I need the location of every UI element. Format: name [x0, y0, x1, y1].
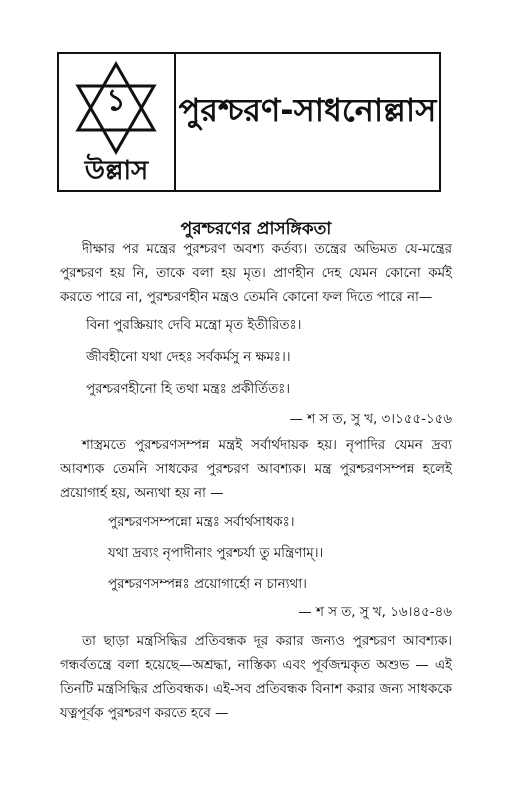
- paragraph: তা ছাড়া মন্ত্রসিদ্ধির প্রতিবন্ধক দূর করার জন্যও পুরশ্চরণ আবশ্যক। গন্ধর্বতন্ত্রে বলা হয়েছে—অশ্রদ্ধা, নাস্তিক্য এবং পূর্বজন্মকৃত অশুভ — এই তিনটি মন্ত্রসিদ্ধির প্রতিবন্ধক। এই-সব প্রতিবন্ধক বিনাশ করার জন্য সাধককে যত্নপূর্বক পুরশ্চরণ করতে হবে —: [60, 634, 452, 721]
- verse-line: পুরশ্চরণহীনো হি তথা মন্ত্রঃ প্রকীর্তিতঃ।: [86, 382, 291, 397]
- chapter-label: উল্লাস: [84, 156, 149, 186]
- verse-line: যথা দ্রব্যং নৃপাদীনাং পুরশ্চর্যা তু মন্ত্রিণাম্।।: [108, 546, 324, 561]
- verse-line: পুরশ্চরণসম্পন্নঃ প্রয়োগার্হো ন চান্যথা।: [108, 577, 307, 592]
- chapter-title: পুরশ্চরণ-সাধনোল্লাস: [178, 91, 437, 129]
- chapter-header-box: [57, 52, 441, 192]
- paragraph: শাস্ত্রমতে পুরশ্চরণসম্পন্ন মন্ত্রই সর্বার্থদায়ক হয়। নৃপাদির যেমন দ্রব্য আবশ্যক তেমনি সাধকের পুরশ্চরণ আবশ্যক। মন্ত্র পুরশ্চরণসম্পন্ন হলেই প্রয়োগার্হ হয়, অন্যথা হয় না —: [60, 438, 452, 501]
- citation: — শ স ত, সু খ, ৩।১৫৫-১৫৬: [289, 412, 452, 427]
- paragraph: দীক্ষার পর মন্ত্রের পুরশ্চরণ অবশ্য কর্তব্য। তন্ত্রের অভিমত যে-মন্ত্রের পুরশ্চরণ হয় নি, তাকে বলা হয় মৃত। প্রাণহীন দেহ যেমন কোনো কর্মই করতে পারে না, পুরশ্চরণহীন মন্ত্রও তেমনি কোনো ফল দিতে পারে না—: [60, 242, 452, 305]
- chapter-number: ১: [106, 83, 126, 118]
- verse-line: পুরশ্চরণসম্পন্নো মন্ত্রঃ সর্বার্থসাধকঃ।: [108, 515, 295, 530]
- verse-line: বিনা পুরস্ক্রিয়াং দেবি মন্ত্রো মৃত ইতীরিতঃ।: [86, 318, 302, 333]
- section-heading: পুরশ্চরণের প্রাসঙ্গিকতা: [180, 219, 332, 239]
- citation: — শ স ত, সু খ, ১৬।৪৫-৪৬: [298, 605, 452, 620]
- verse-line: জীবহীনো যথা দেহঃ সর্বকর্মসু ন ক্ষমঃ।।: [86, 350, 291, 365]
- chapter-badge: [59, 54, 176, 190]
